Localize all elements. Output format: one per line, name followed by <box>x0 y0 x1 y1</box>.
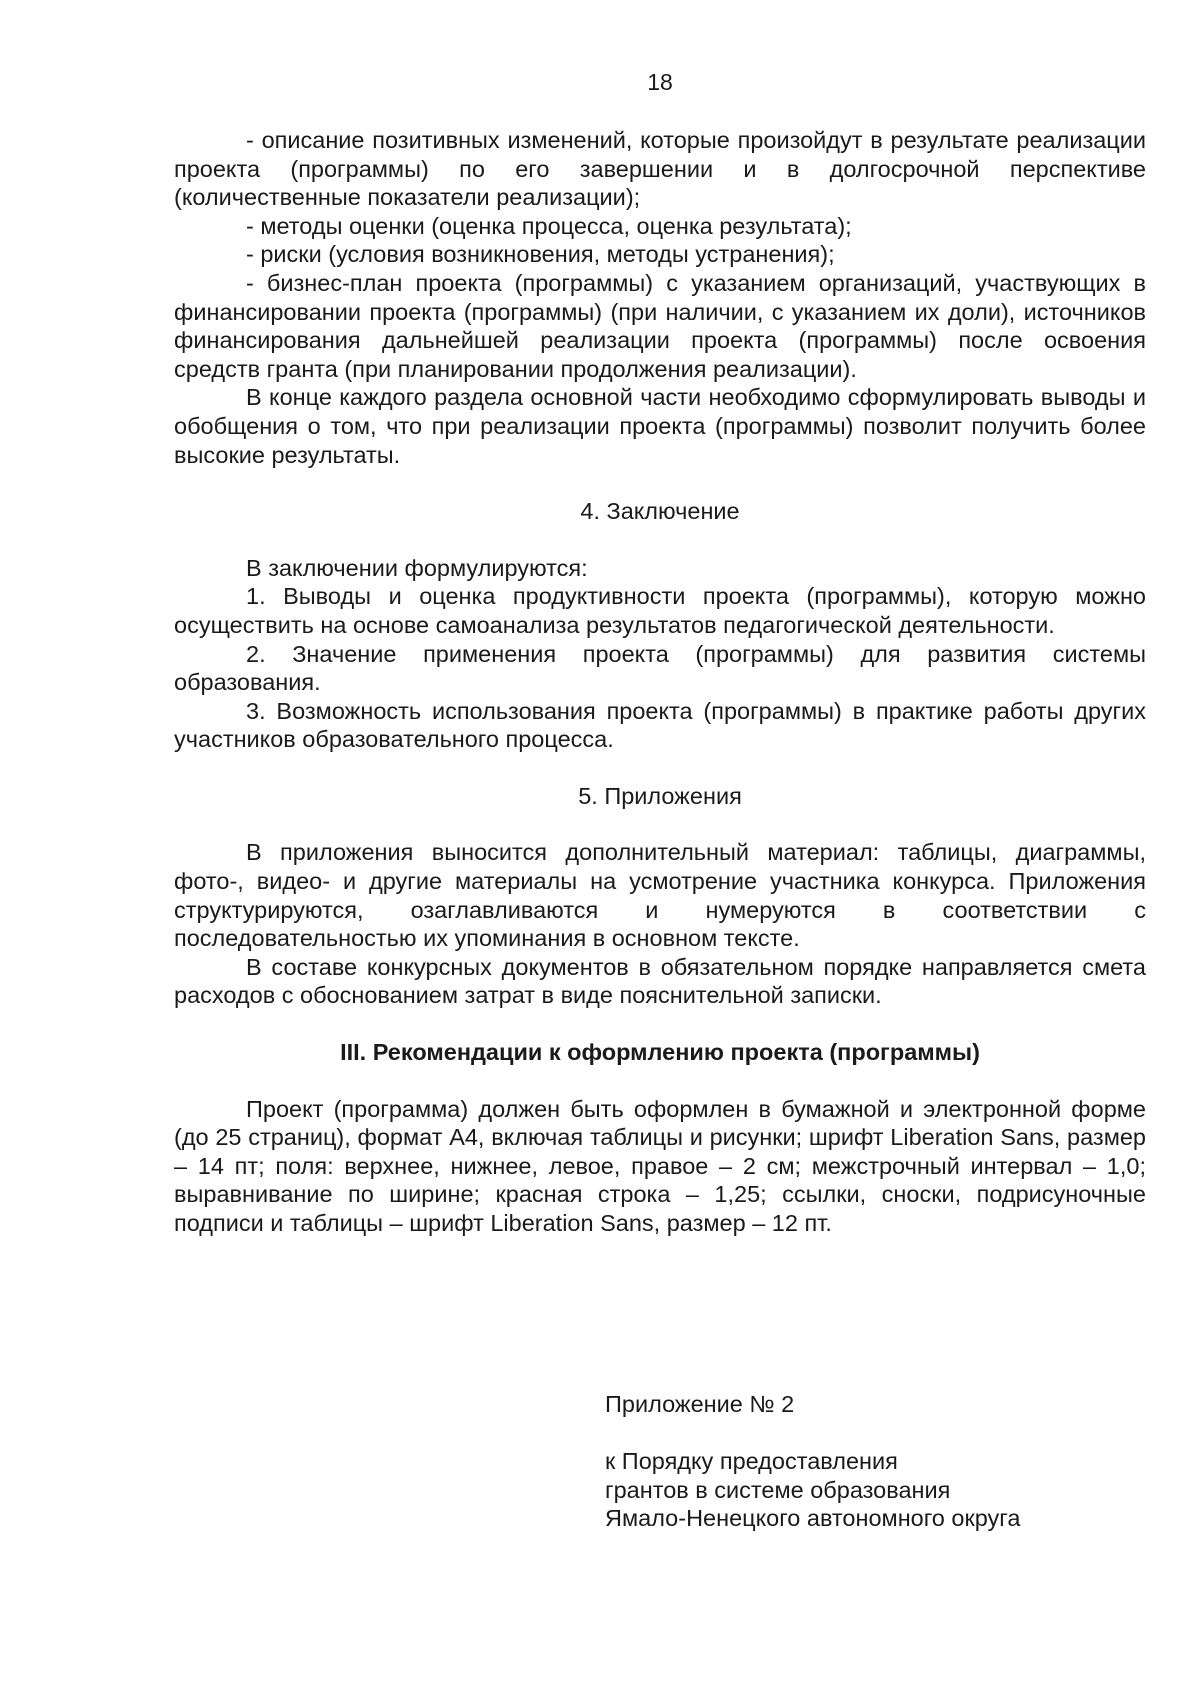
appendix-line-1: к Порядку предоставления <box>605 1448 898 1475</box>
paragraph-conclusion-intro: В заключении формулируются: <box>246 554 588 581</box>
paragraph-appendices-content: В приложения выносится дополнительный материал: таблицы, диаграммы, фото-, видео- и другие материалы на усмотрение участника конкурса. Приложения структурируются, озаглавливаются и нумеруются в соответствии с последовательностью их упоминания в основном тексте. <box>174 839 1146 952</box>
paragraph-business-plan: - бизнес-план проекта (программы) с указанием организаций, участвующих в финансировании проекта (программы) (при наличии, с указанием их доли), источников финансирования дальнейшей реализации проекта (программы) после освоения средств гранта (при планировании продолжения реализации). <box>174 269 1146 382</box>
paragraph-conclusion-item-1: 1. Выводы и оценка продуктивности проекта (программы), которую можно осуществить на основе самоанализа результатов педагогической деятельности. <box>174 583 1146 638</box>
paragraph-risks: - риски (условия возникновения, методы устранения); <box>246 241 835 268</box>
section-title-conclusion: 4. Заключение <box>580 498 740 525</box>
paragraph-conclusion-item-2: 2. Значение применения проекта (программы) для развития системы образования. <box>174 640 1146 696</box>
paragraph-positive-changes: - описание позитивных изменений, которые произойдут в результате реализации проекта (программы) по его завершении и в долгосрочной перспективе (количественные показатели реализации); <box>174 127 1146 211</box>
page-number: 18 <box>647 69 673 95</box>
appendix-line-3: Ямало-Ненецкого автономного округа <box>605 1505 1021 1532</box>
appendix-spacer <box>605 1419 1165 1448</box>
section-title-formatting: III. Рекомендации к оформлению проекта (программы) <box>340 1039 980 1066</box>
appendix-reference-block <box>605 1390 1165 1533</box>
paragraph-cost-estimate: В составе конкурсных документов в обязательном порядке направляется смета расходов с обоснованием затрат в виде пояснительной записки. <box>174 953 1146 1009</box>
appendix-line-2: грантов в системе образования <box>605 1476 951 1503</box>
paragraph-conclusion-item-3: 3. Возможность использования проекта (программы) в практике работы других участников образовательного процесса. <box>174 697 1146 753</box>
document-body <box>174 126 1146 1238</box>
section-title-appendices: 5. Приложения <box>578 782 742 809</box>
paragraph-conclusions-per-section: В конце каждого раздела основной части необходимо сформулировать выводы и обобщения о том, что при реализации проекта (программы) позволит получить более высокие результаты. <box>174 384 1146 468</box>
appendix-title: Приложение № 2 <box>605 1391 795 1417</box>
paragraph-formatting-requirements: Проект (программа) должен быть оформлен в бумажной и электронной форме (до 25 страниц), формат А4, включая таблицы и рисунки; шрифт Liberation Sans, размер – 14 пт; поля: верхнее, нижнее, левое, правое – 2 см; межстрочный интервал – 1,0; выравнивание по ширине; красная строка – 1,25; ссылки, сноски, подрисуночные подписи и таблицы – шрифт Liberation Sans, размер – 12 пт. <box>174 1095 1146 1236</box>
paragraph-evaluation-methods: - методы оценки (оценка процесса, оценка результата); <box>246 212 852 239</box>
